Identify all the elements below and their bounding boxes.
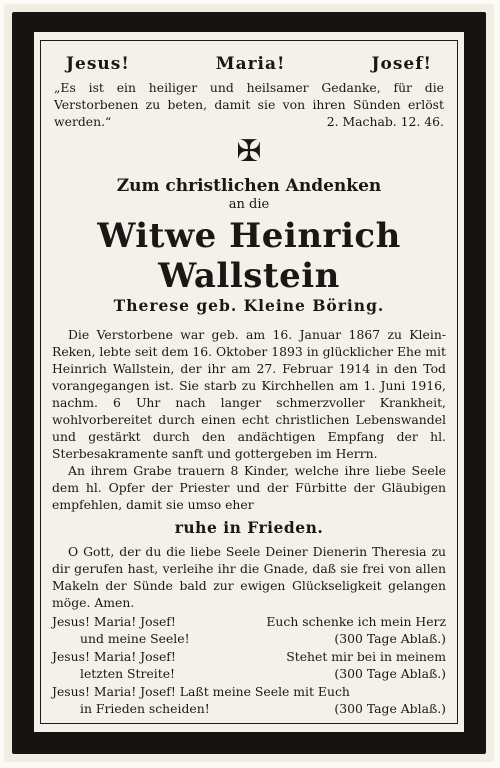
quote-reference: 2. Machab. 12. 46. <box>326 114 444 129</box>
ejaculation-line: Jesus! Maria! Josef! <box>52 649 176 664</box>
biography-paragraph: An ihrem Grabe trauern 8 Kinder, welche ihre liebe Seele dem hl. Opfer der Priester und der Fürbitte der Gläubigen empfehlen, damit sie umso eher <box>52 463 446 512</box>
biography-paragraph: Die Verstorbene war geb. am 16. Januar 1867 zu Klein-Reken, lebte seit dem 16. Oktober 1893 in glücklicher Ehe mit Heinrich Wallstein, der ihr am 27. Februar 1914 in den Tod vorangegangen ist. Sie starb zu Kirchhellen am 1. Juni 1916, nachm. 6 Uhr nach langer schmerzvoller Krankheit, wohlvorbereitet durch einen echt christlichen Lebenswandel und gestärkt durch den andächtigen Empfang der hl. Sterbesakramente sanft und gottergeben im Herrn. <box>52 327 446 461</box>
invocation-josef: Josef! <box>371 54 432 74</box>
ejaculation-line: in Frieden scheiden! <box>80 701 210 716</box>
invocation-line <box>52 56 446 73</box>
card-content <box>52 56 446 722</box>
quote-text: „Es ist ein heiliger und heilsamer Gedanke, für die Verstorbenen zu beten, damit sie von ihren Sünden erlöst werden.“ <box>54 80 444 129</box>
ejaculation-line: Jesus! Maria! Josef! <box>52 614 176 629</box>
cross-icon: ✠ <box>236 134 262 169</box>
ejaculation-prayer <box>52 683 446 717</box>
scripture-quote <box>52 79 446 130</box>
deceased-name: Witwe Heinrich Wallstein <box>97 216 401 296</box>
card-face <box>34 32 464 732</box>
closing-prayer: O Gott, der du die liebe Seele Deiner Dienerin Theresia zu dir gerufen hast, verleihe ihr die Gnade, daß sie frei von allen Makeln der Sünde bald zur ewigen Glückseligkeit gelangen möge. Amen. <box>52 544 446 610</box>
invocation-maria: Maria! <box>215 54 286 74</box>
maiden-name: Therese geb. Kleine Böring. <box>113 296 385 315</box>
mourning-border <box>12 12 486 754</box>
ejaculation-line: Euch schenke ich mein Herz <box>266 614 446 629</box>
ejaculation-line: Jesus! Maria! Josef! Laßt meine Seele mit Euch <box>52 684 350 699</box>
indulgence-note: (300 Tage Ablaß.) <box>334 701 446 716</box>
indulgence-note: (300 Tage Ablaß.) <box>334 666 446 681</box>
ejaculation-line: und meine Seele! <box>80 631 190 646</box>
ejaculation-prayer <box>52 613 446 647</box>
memorial-heading: Zum christlichen Andenken <box>116 176 382 196</box>
memorial-card <box>4 4 494 762</box>
an-die-line: an die <box>228 197 270 212</box>
invocation-jesus: Jesus! <box>66 54 130 74</box>
ejaculation-line: letzten Streite! <box>80 666 176 681</box>
indulgence-note: (300 Tage Ablaß.) <box>334 631 446 646</box>
ejaculation-prayer <box>52 648 446 682</box>
ejaculation-line: Stehet mir bei in meinem <box>286 649 446 664</box>
rest-in-peace: ruhe in Frieden. <box>174 518 324 537</box>
biography <box>52 326 446 513</box>
